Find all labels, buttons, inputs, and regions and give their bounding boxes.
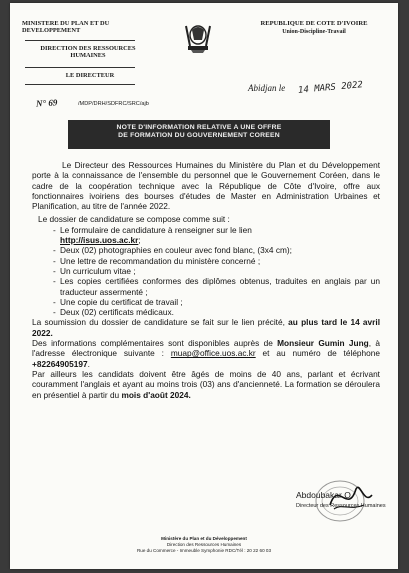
official-stamp-icon	[290, 475, 380, 527]
title-line-2: DE FORMATION DU GOUVERNEMENT COREEN	[118, 132, 280, 139]
document-footer	[10, 536, 398, 553]
info-paragraph: Des informations complémentaires sont disponibles auprès de Monsieur Gumin Jung, à l'adresse électronique suivante : muap@office.uos.ac.kr et au numéro de téléphone +82264905197.	[32, 338, 381, 369]
dossier-intro-text: Le dossier de candidature se compose comme suit :	[38, 214, 230, 225]
list-item: - Deux (02) certificats médicaux.	[60, 307, 380, 317]
list-item: - Les copies certifiées conformes des diplômes obtenus, traduites en anglais par un traducteur assermenté ;	[60, 276, 380, 297]
document-list	[32, 225, 380, 318]
doc-form-text: Le formulaire de candidature à renseigner sur le lien	[60, 224, 252, 235]
reference-number: N° 69	[35, 97, 58, 109]
header-divider	[25, 67, 135, 68]
list-item: - Une lettre de recommandation du ministère concerné ;	[60, 256, 380, 266]
eligibility-paragraph	[32, 369, 380, 400]
training-start: mois d'août 2024.	[121, 389, 191, 400]
date-place: Abidjan le	[248, 83, 286, 93]
footer-direction: Direction des Ressources Humaines	[166, 541, 242, 547]
eligibility-text: Par ailleurs les candidats doivent être âgés de moins de 40 ans, parlant et écrivant couramment l'anglais et ayant au moins trois (03) ans d'ancienneté. La formation se déroulera en présentiel à partir du	[32, 368, 380, 400]
info-text: Des informations complémentaires sont disponibles auprès de	[32, 338, 273, 349]
submission-deadline: au plus tard le 14 avril 2022.	[32, 317, 380, 338]
info-text-mid: , à l'adresse électronique suivante :	[32, 338, 380, 359]
date-stamp: 14 MARS 2022	[297, 80, 364, 96]
national-motto: Union-Discipline-Travail	[282, 29, 346, 35]
header-divider	[25, 40, 135, 41]
application-link[interactable]: http://isus.uos.ac.kr	[60, 235, 139, 246]
signatory-title: Directeur des Ressources Humaines	[296, 503, 386, 509]
footer-ministry: Ministère du Plan et du Développement	[161, 536, 247, 541]
republic-name: REPUBLIQUE DE COTE D'IVOIRE	[260, 20, 368, 27]
list-item: - Une copie du certificat de travail ;	[60, 297, 380, 307]
director-title: LE DIRECTEUR	[65, 72, 115, 79]
title-line-1: NOTE D'INFORMATION RELATIVE A UNE OFFRE	[116, 124, 282, 131]
submission-text: La soumission du dossier de candidature se fait sur le lien précité,	[32, 317, 285, 328]
list-item: - Le formulaire de candidature à renseigner sur le lien http://isus.uos.ac.kr;	[60, 225, 380, 246]
contact-phone: +82264905197	[32, 358, 88, 369]
direction-name: DIRECTION DES RESSOURCES HUMAINES	[40, 45, 136, 60]
contact-name: Monsieur Gumin Jung	[277, 338, 369, 349]
list-item: - Deux (02) photographies en couleur avec fond blanc, (3x4 cm);	[60, 245, 380, 255]
document-sheet	[10, 3, 398, 569]
contact-email-link[interactable]: muap@office.uos.ac.kr	[170, 348, 256, 359]
intro-paragraph: Le Directeur des Ressources Humaines du Ministère du Plan et du Développement porte à la connaissance de l'ensemble du personnel que le Gouvernement Coréen, dans le cadre de la coopération technique avec la République de Côte d'Ivoire, offre aux fonctionnaires ivoiriens des bourses d'études de Master en Administration Urbaines et Planification, au titre de l'année 2022.	[32, 160, 380, 212]
phone-intro: et au numéro de téléphone	[255, 348, 381, 359]
reference-code: /MDP/DRH/SDFRC/SRC/ajb	[78, 101, 149, 107]
document-title	[68, 120, 330, 149]
header-divider	[25, 84, 135, 85]
footer-address: Rue du Commerce - Immeuble Symphonie RDC/Tél : 20 22 60 03	[136, 547, 272, 553]
dossier-intro	[32, 214, 380, 224]
list-item: - Un curriculum vitae ;	[60, 266, 380, 276]
ministry-name: MINISTERE DU PLAN ET DU DEVELOPPEMENT	[22, 20, 110, 35]
coat-of-arms-icon	[182, 20, 214, 54]
signatory-name: Abdoubakar O	[296, 490, 351, 500]
document-body	[32, 160, 380, 400]
submission-paragraph	[32, 317, 380, 338]
